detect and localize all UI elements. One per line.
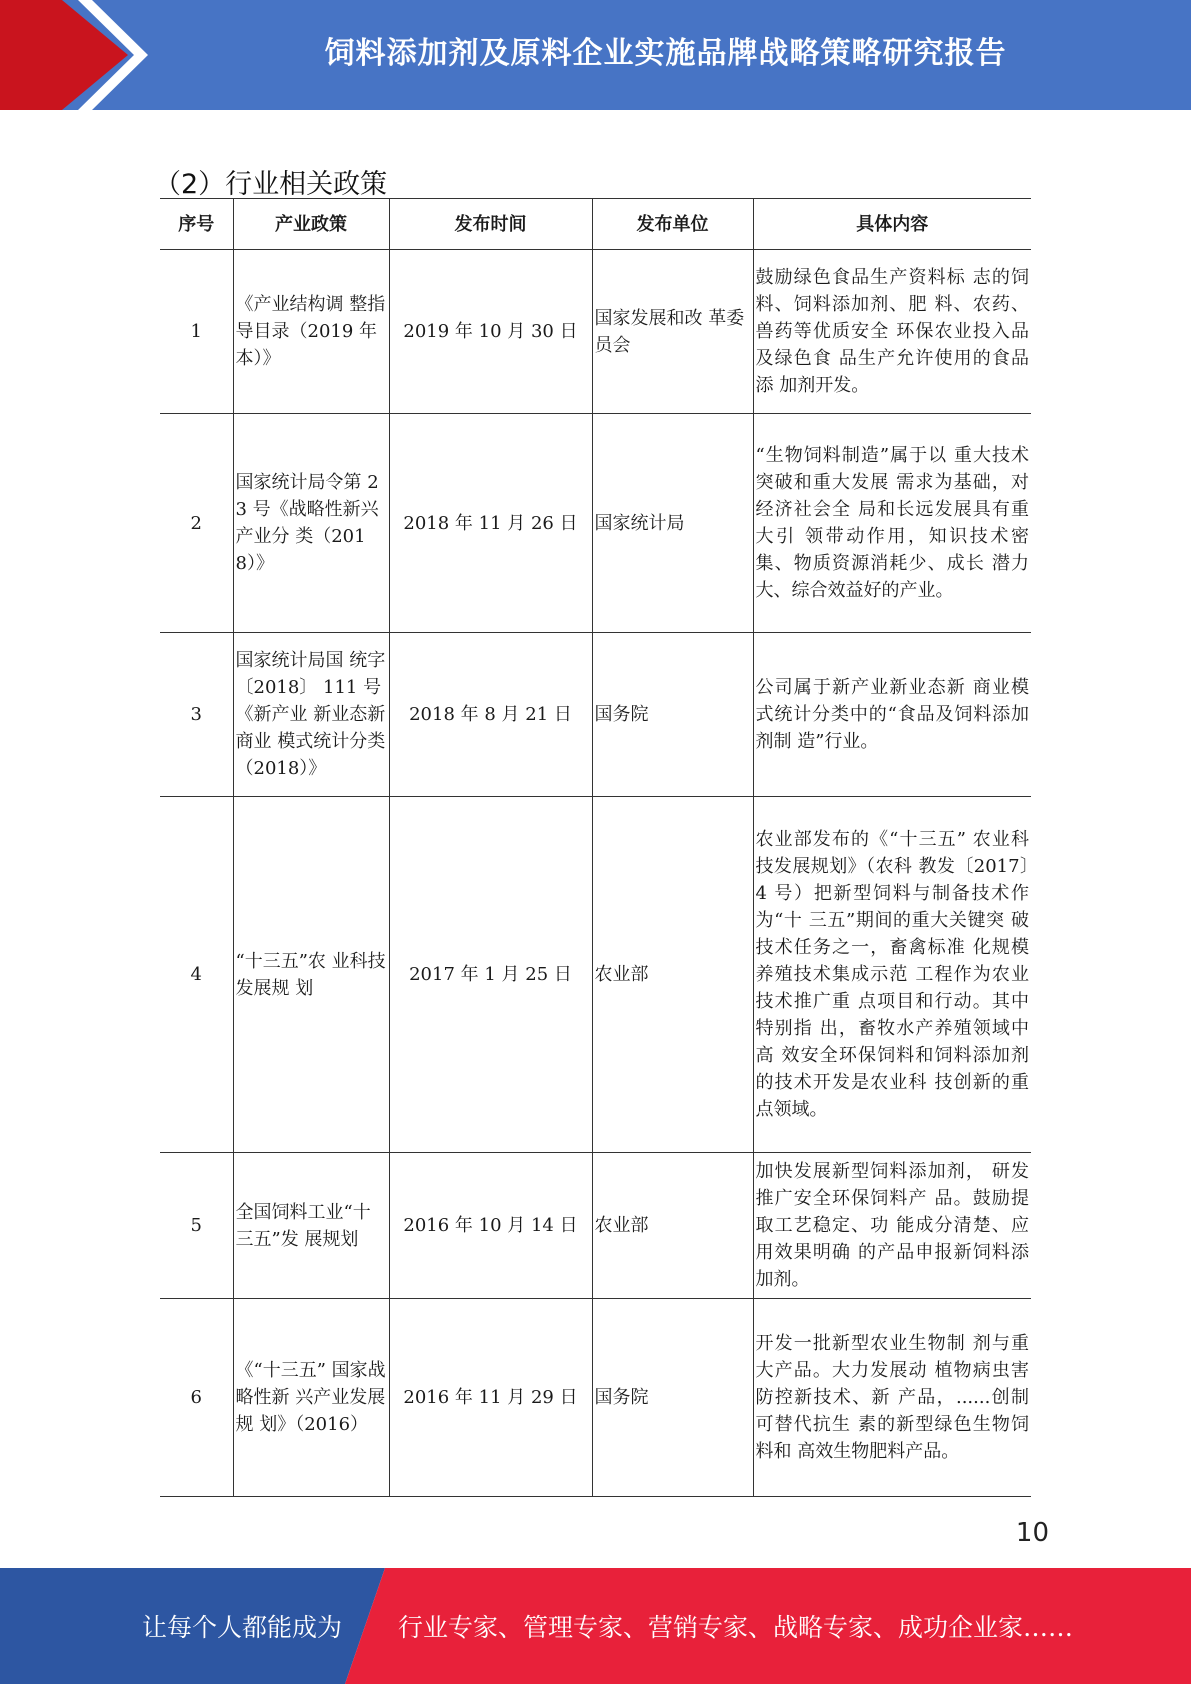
page-number: 10 (1015, 1518, 1049, 1548)
cell-policy: 全国饲料工业“十三五”发 展规划 (233, 1153, 389, 1299)
cell-date: 2017 年 1 月 25 日 (389, 797, 592, 1153)
cell-policy: 国家统计局国 统字〔2018〕 111 号《新产业 新业态新商业 模式统计分类（2018）》 (233, 633, 389, 797)
cell-content: 农业部发布的《“十三五” 农业科技发展规划》（农科 教发〔2017〕4 号）把新型饲料与制备技术作为“十 三五”期间的重大关键突 破技术任务之一，畜禽标准 化规模养殖技术集成示范 工程作为农业技术推广重 点项目和行动。其中特别指 出，畜牧水产养殖领域中高 效安全环保饲料和饲料添加剂的技术开发是农业科 技创新的重点领域。 (753, 797, 1031, 1153)
cell-content: “生物饲料制造”属于以 重大技术突破和重大发展 需求为基础，对经济社会全 局和长远发展具有重大引 领带动作用，知识技术密 集、物质资源消耗少、成长 潜力大、综合效益好的产业。 (753, 414, 1031, 633)
cell-date: 2019 年 10 月 30 日 (389, 250, 592, 414)
cell-unit: 农业部 (592, 797, 753, 1153)
table-row (160, 414, 1031, 633)
table-row (160, 250, 1031, 414)
cell-seq: 4 (160, 797, 233, 1153)
column-header-policy: 产业政策 (233, 199, 389, 250)
column-header-seq: 序号 (160, 199, 233, 250)
header-banner (0, 0, 1191, 110)
cell-policy: 国家统计局令第 23 号《战略性新兴产业分 类（2018）》 (233, 414, 389, 633)
section-heading: （2）行业相关政策 (154, 169, 388, 200)
header-arrow-decoration (0, 0, 180, 110)
column-header-date: 发布时间 (389, 199, 592, 250)
table-row (160, 1299, 1031, 1497)
cell-seq: 3 (160, 633, 233, 797)
footer-slogan-left: 让每个人都能成为 (142, 1613, 343, 1642)
table-row (160, 1153, 1031, 1299)
cell-content: 鼓励绿色食品生产资料标 志的饲料、饲料添加剂、肥 料、农药、兽药等优质安全 环保农业投入品及绿色食 品生产允许使用的食品添 加剂开发。 (753, 250, 1031, 414)
cell-seq: 2 (160, 414, 233, 633)
policy-table (160, 198, 1031, 1497)
cell-policy: 《产业结构调 整指导目录（2019 年本）》 (233, 250, 389, 414)
table-row (160, 633, 1031, 797)
cell-seq: 5 (160, 1153, 233, 1299)
cell-unit: 农业部 (592, 1153, 753, 1299)
footer-banner (0, 1568, 1191, 1684)
report-title: 饲料添加剂及原料企业实施品牌战略策略研究报告 (324, 36, 1007, 71)
cell-unit: 国家发展和改 革委员会 (592, 250, 753, 414)
cell-unit: 国务院 (592, 1299, 753, 1497)
cell-content: 加快发展新型饲料添加剂， 研发推广安全环保饲料产 品。鼓励提取工艺稳定、功 能成分清楚、应用效果明确 的产品申报新饲料添加剂。 (753, 1153, 1031, 1299)
cell-seq: 6 (160, 1299, 233, 1497)
table-header-row (160, 199, 1031, 250)
cell-policy: 《“十三五” 国家战略性新 兴产业发展规 划》（2016） (233, 1299, 389, 1497)
cell-date: 2016 年 11 月 29 日 (389, 1299, 592, 1497)
cell-unit: 国务院 (592, 633, 753, 797)
cell-date: 2016 年 10 月 14 日 (389, 1153, 592, 1299)
cell-date: 2018 年 8 月 21 日 (389, 633, 592, 797)
column-header-content: 具体内容 (753, 199, 1031, 250)
table-row (160, 797, 1031, 1153)
cell-unit: 国家统计局 (592, 414, 753, 633)
cell-date: 2018 年 11 月 26 日 (389, 414, 592, 633)
cell-seq: 1 (160, 250, 233, 414)
footer-slogan-right: 行业专家、管理专家、营销专家、战略专家、成功企业家…… (398, 1613, 1074, 1642)
cell-content: 公司属于新产业新业态新 商业模式统计分类中的“食品及饲料添加剂制 造”行业。 (753, 633, 1031, 797)
cell-content: 开发一批新型农业生物制 剂与重大产品。大力发展动 植物病虫害防控新技术、新 产品，......创制可替代抗生 素的新型绿色生物饲料和 高效生物肥料产品。 (753, 1299, 1031, 1497)
column-header-unit: 发布单位 (592, 199, 753, 250)
cell-policy: “十三五”农 业科技发展规 划 (233, 797, 389, 1153)
